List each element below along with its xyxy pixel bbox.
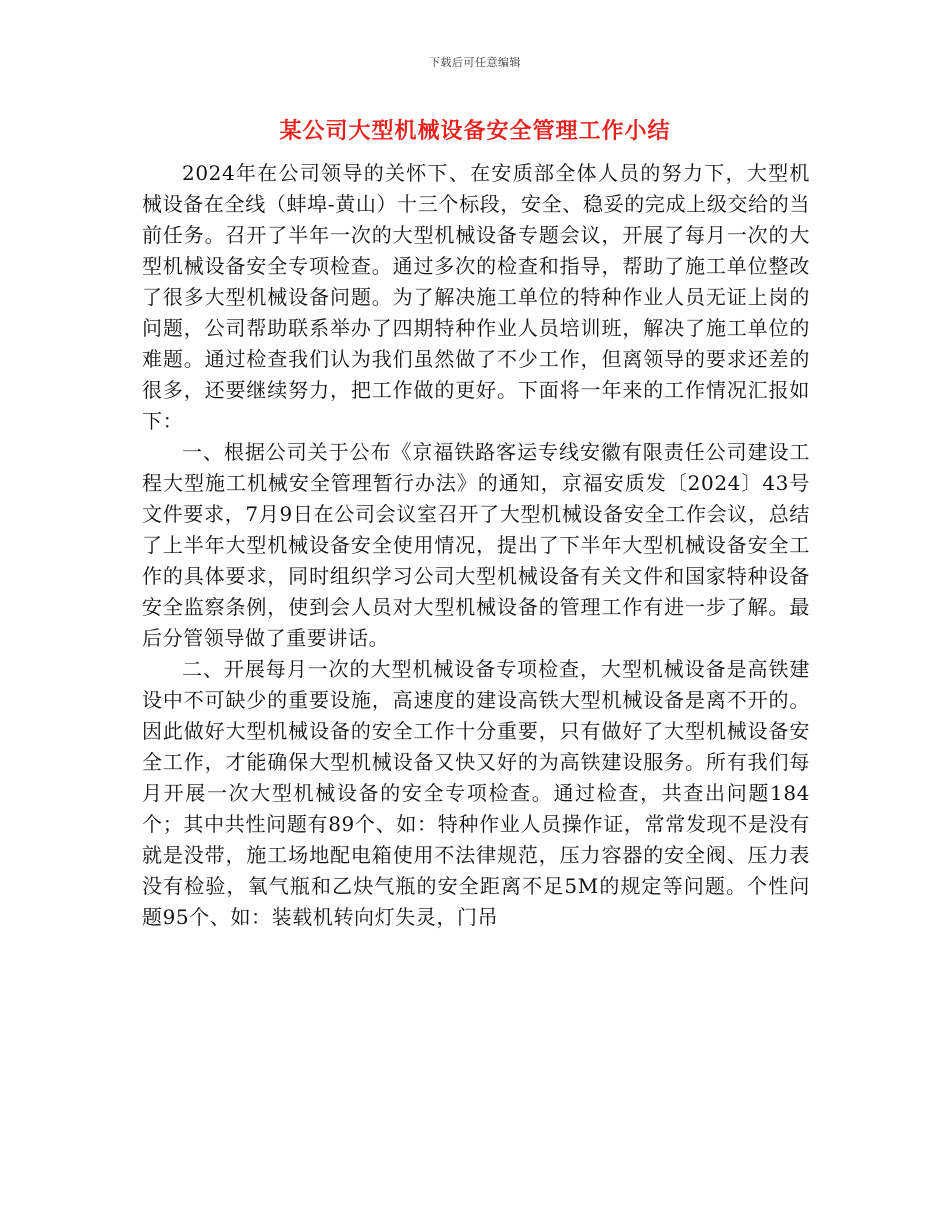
paragraph-section-one: 一、根据公司关于公布《京福铁路客运专线安徽有限责任公司建设工程大型施工机械安全管理暂行办法》的通知，京福安质发〔2024〕43号文件要求，7月9日在公司会议室召开了大型机械设备安全工作会议，总结了上半年大型机械设备安全使用情况，提出了下半年大型机械设备安全工作的具体要求，同时组织学习公司大型机械设备有关文件和国家特种设备安全监察条例，使到会人员对大型机械设备的管理工作有进一步了解。最后分管领导做了重要讲话。	[142, 440, 810, 650]
paragraph-section-two: 二、开展每月一次的大型机械设备专项检查，大型机械设备是高铁建设中不可缺少的重要设施，高速度的建设高铁大型机械设备是离不开的。因此做好大型机械设备的安全工作十分重要，只有做好了大型机械设备安全工作，才能确保大型机械设备又快又好的为高铁建设服务。所有我们每月开展一次大型机械设备的安全专项检查。通过检查，共查出问题184个；其中共性问题有89个、如：特种作业人员操作证，常常发现不是没有就是没带，施工场地配电箱使用不法律规范，压力容器的安全阀、压力表没有检验，氧气瓶和乙炔气瓶的安全距离不足5M的规定等问题。个性问题95个、如：装载机转向灯失灵，门吊	[142, 657, 810, 929]
paragraph-intro: 2024年在公司领导的关怀下、在安质部全体人员的努力下，大型机械设备在全线（蚌埠-黄山）十三个标段，安全、稳妥的完成上级交给的当前任务。召开了半年一次的大型机械设备专题会议，开展了每月一次的大型机械设备安全专项检查。通过多次的检查和指导，帮助了施工单位整改了很多大型机械设备问题。为了解决施工单位的特种作业人员无证上岗的问题，公司帮助联系举办了四期特种作业人员培训班，解决了施工单位的难题。通过检查我们认为我们虽然做了不少工作，但离领导的要求还差的很多，还要继续努力，把工作做的更好。下面将一年来的工作情况汇报如下：	[142, 161, 810, 433]
document-body	[142, 158, 810, 933]
document-title: 某公司大型机械设备安全管理工作小结	[279, 118, 671, 144]
page-header-note: 下载后可任意编辑	[429, 56, 521, 69]
